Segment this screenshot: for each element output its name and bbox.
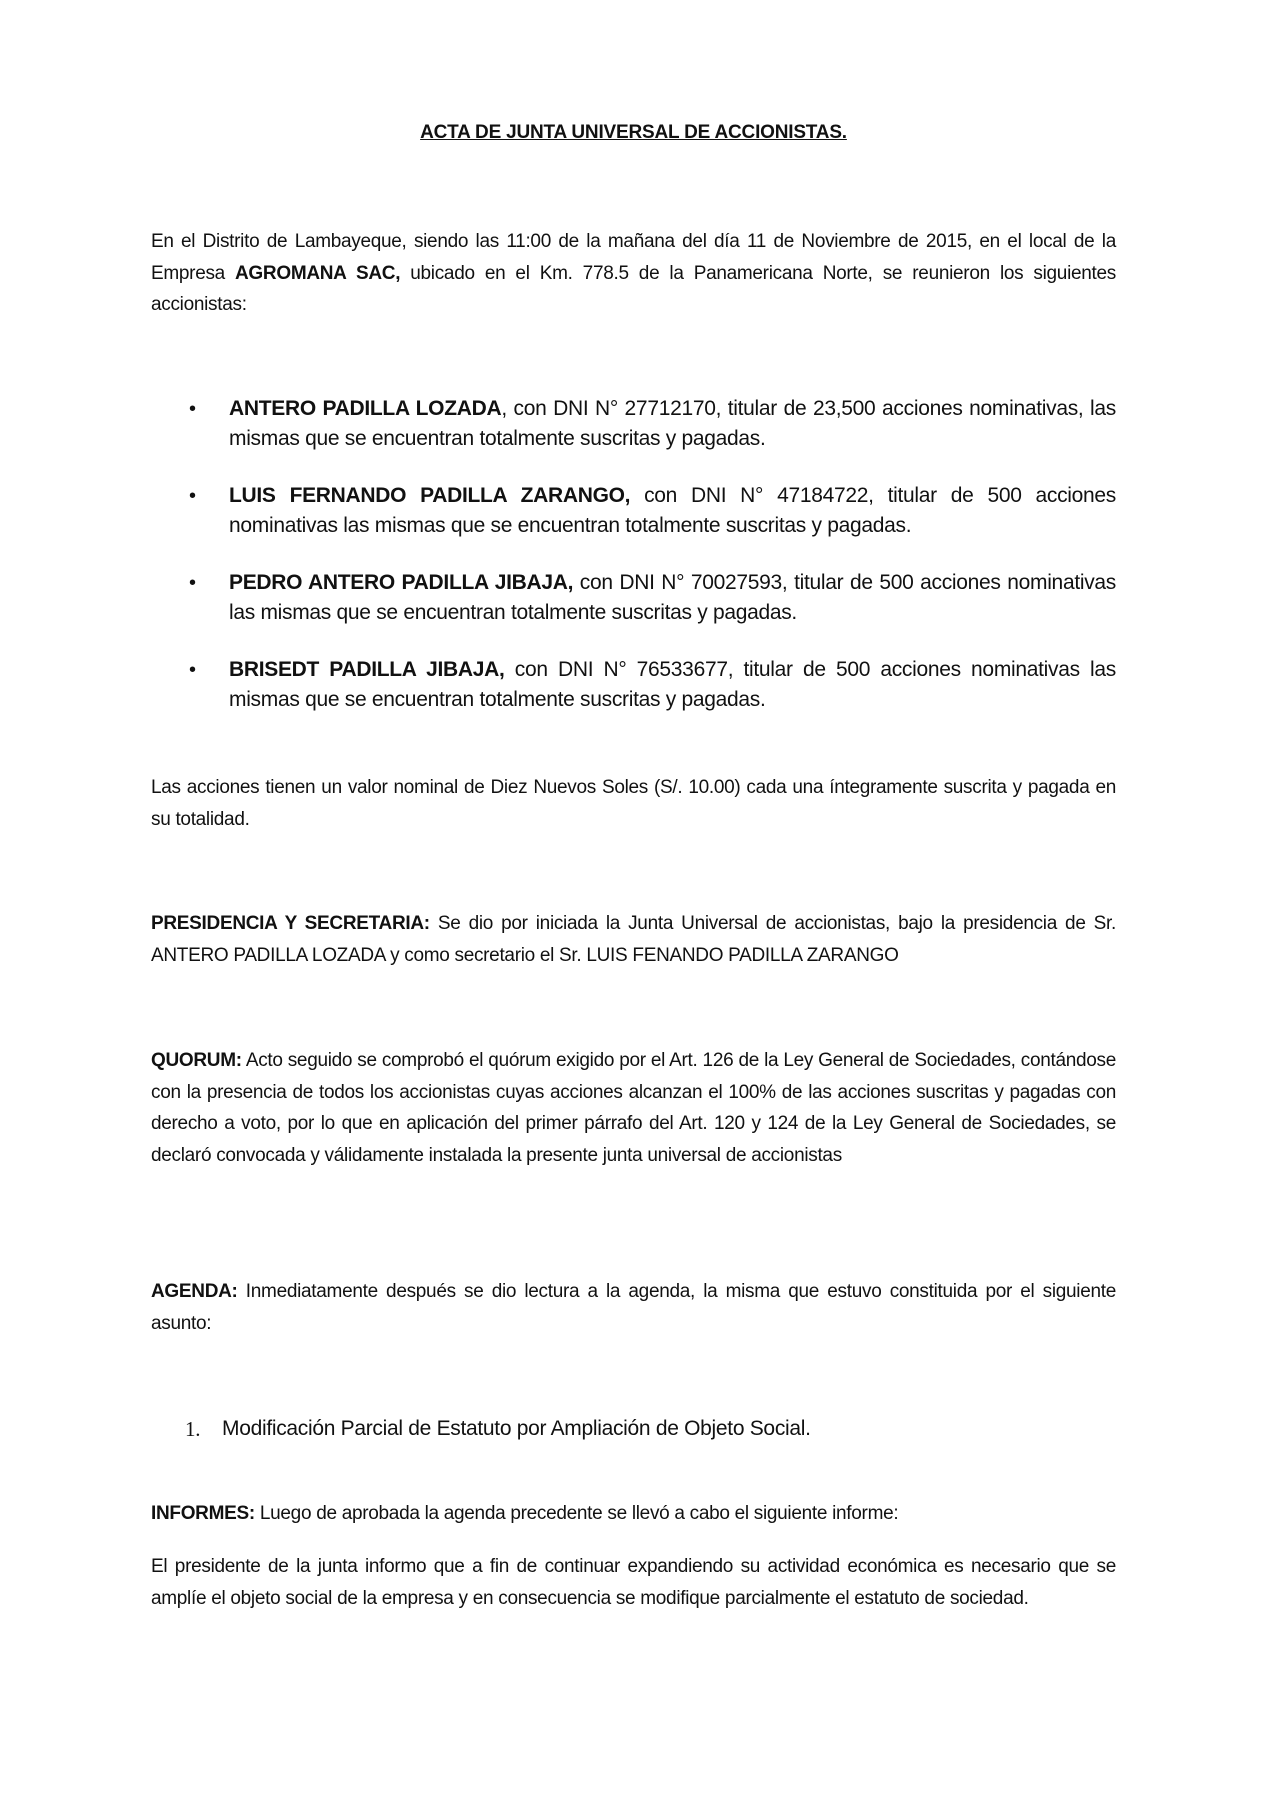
list-item [151,655,1116,715]
agenda-label: AGENDA: [151,1281,238,1302]
nominal-value-paragraph: Las acciones tienen un valor nominal de Diez Nuevos Soles (S/. 10.00) cada una íntegramente suscrita y pagada en su totalidad. [151,777,1116,830]
informes-paragraph [151,1498,1116,1530]
agenda-item-number: 1. [185,1417,201,1441]
agenda-paragraph [151,1276,1116,1339]
shareholder-details: , con DNI N° 27712170, titular de 23,500 acciones nominativas, las mismas que se encuentran totalmente suscritas y pagadas. [229,397,1116,450]
informes-text: Luego de aprobada la agenda precedente se llevó a cabo el siguiente informe: [254,1503,899,1524]
quorum-text: Acto seguido se comprobó el quórum exigido por el Art. 126 de la Ley General de Sociedades, contándose con la presencia de todos los accionistas cuyas acciones alcanzan el 100% de las acciones suscritas y pagadas con derecho a voto, por lo que en aplicación del primer párrafo del Art. 120 y 124 de la Ley General de Sociedades, se declaró convocada y válidamente instalada la presente junta universal de accionistas [151,1050,1116,1166]
shareholder-details: con DNI N° 70027593, titular de 500 acciones nominativas las mismas que se encuentran totalmente suscritas y pagadas. [229,571,1116,624]
shareholder-name: BRISEDT PADILLA JIBAJA, [229,658,505,681]
list-item [151,568,1116,628]
agenda-item-text: Modificación Parcial de Estatuto por Ampliación de Objeto Social. [222,1417,811,1440]
document-title: ACTA DE JUNTA UNIVERSAL DE ACCIONISTAS. [420,122,847,143]
shareholder-name: LUIS FERNANDO PADILLA ZARANGO, [229,484,631,507]
quorum-label: QUORUM: [151,1050,242,1071]
bullet-icon: • [189,572,196,594]
shareholder-details: con DNI N° 76533677, titular de 500 acciones nominativas las mismas que se encuentran totalmente suscritas y pagadas. [229,658,1116,711]
bullet-icon: • [189,398,196,420]
shareholder-list [151,394,1116,715]
bullet-icon: • [189,659,196,681]
list-item [151,481,1116,541]
quorum-paragraph [151,1045,1116,1171]
presidency-label: PRESIDENCIA Y SECRETARIA: [151,913,430,934]
bullet-icon: • [189,485,196,507]
presidency-text: Se dio por iniciada la Junta Universal de accionistas, bajo la presidencia de Sr. ANTERO PADILLA LOZADA y como secretario el Sr. LUIS FENANDO PADILLA ZARANGO [151,913,1116,966]
company-name: AGROMANA SAC, [235,262,401,284]
shareholder-details: con DNI N° 47184722, titular de 500 acciones nominativas las mismas que se encuentran totalmente suscritas y pagadas. [229,484,1116,537]
informes-label: INFORMES: [151,1503,255,1524]
presidency-paragraph [151,908,1116,971]
shareholder-name: ANTERO PADILLA LOZADA [229,397,502,420]
shareholder-name: PEDRO ANTERO PADILLA JIBAJA, [229,571,574,594]
agenda-text: Inmediatamente después se dio lectura a la agenda, la misma que estuvo constituida por el siguiente asunto: [151,1281,1116,1334]
intro-paragraph [151,226,1116,321]
list-item [151,394,1116,454]
intro-text-start: En el Distrito de Lambayeque, siendo las 11:00 de la mañana del día 11 de Noviembre de 2015, en el local de la Empresa [151,231,1116,284]
report-paragraph: El presidente de la junta informo que a fin de continuar expandiendo su actividad económica es necesario que se amplíe el objeto social de la empresa y en consecuencia se modifique parcialmente el estatuto de sociedad. [151,1556,1116,1609]
intro-text-end: ubicado en el Km. 778.5 de la Panamericana Norte, se reunieron los siguientes accionistas: [151,262,1116,315]
